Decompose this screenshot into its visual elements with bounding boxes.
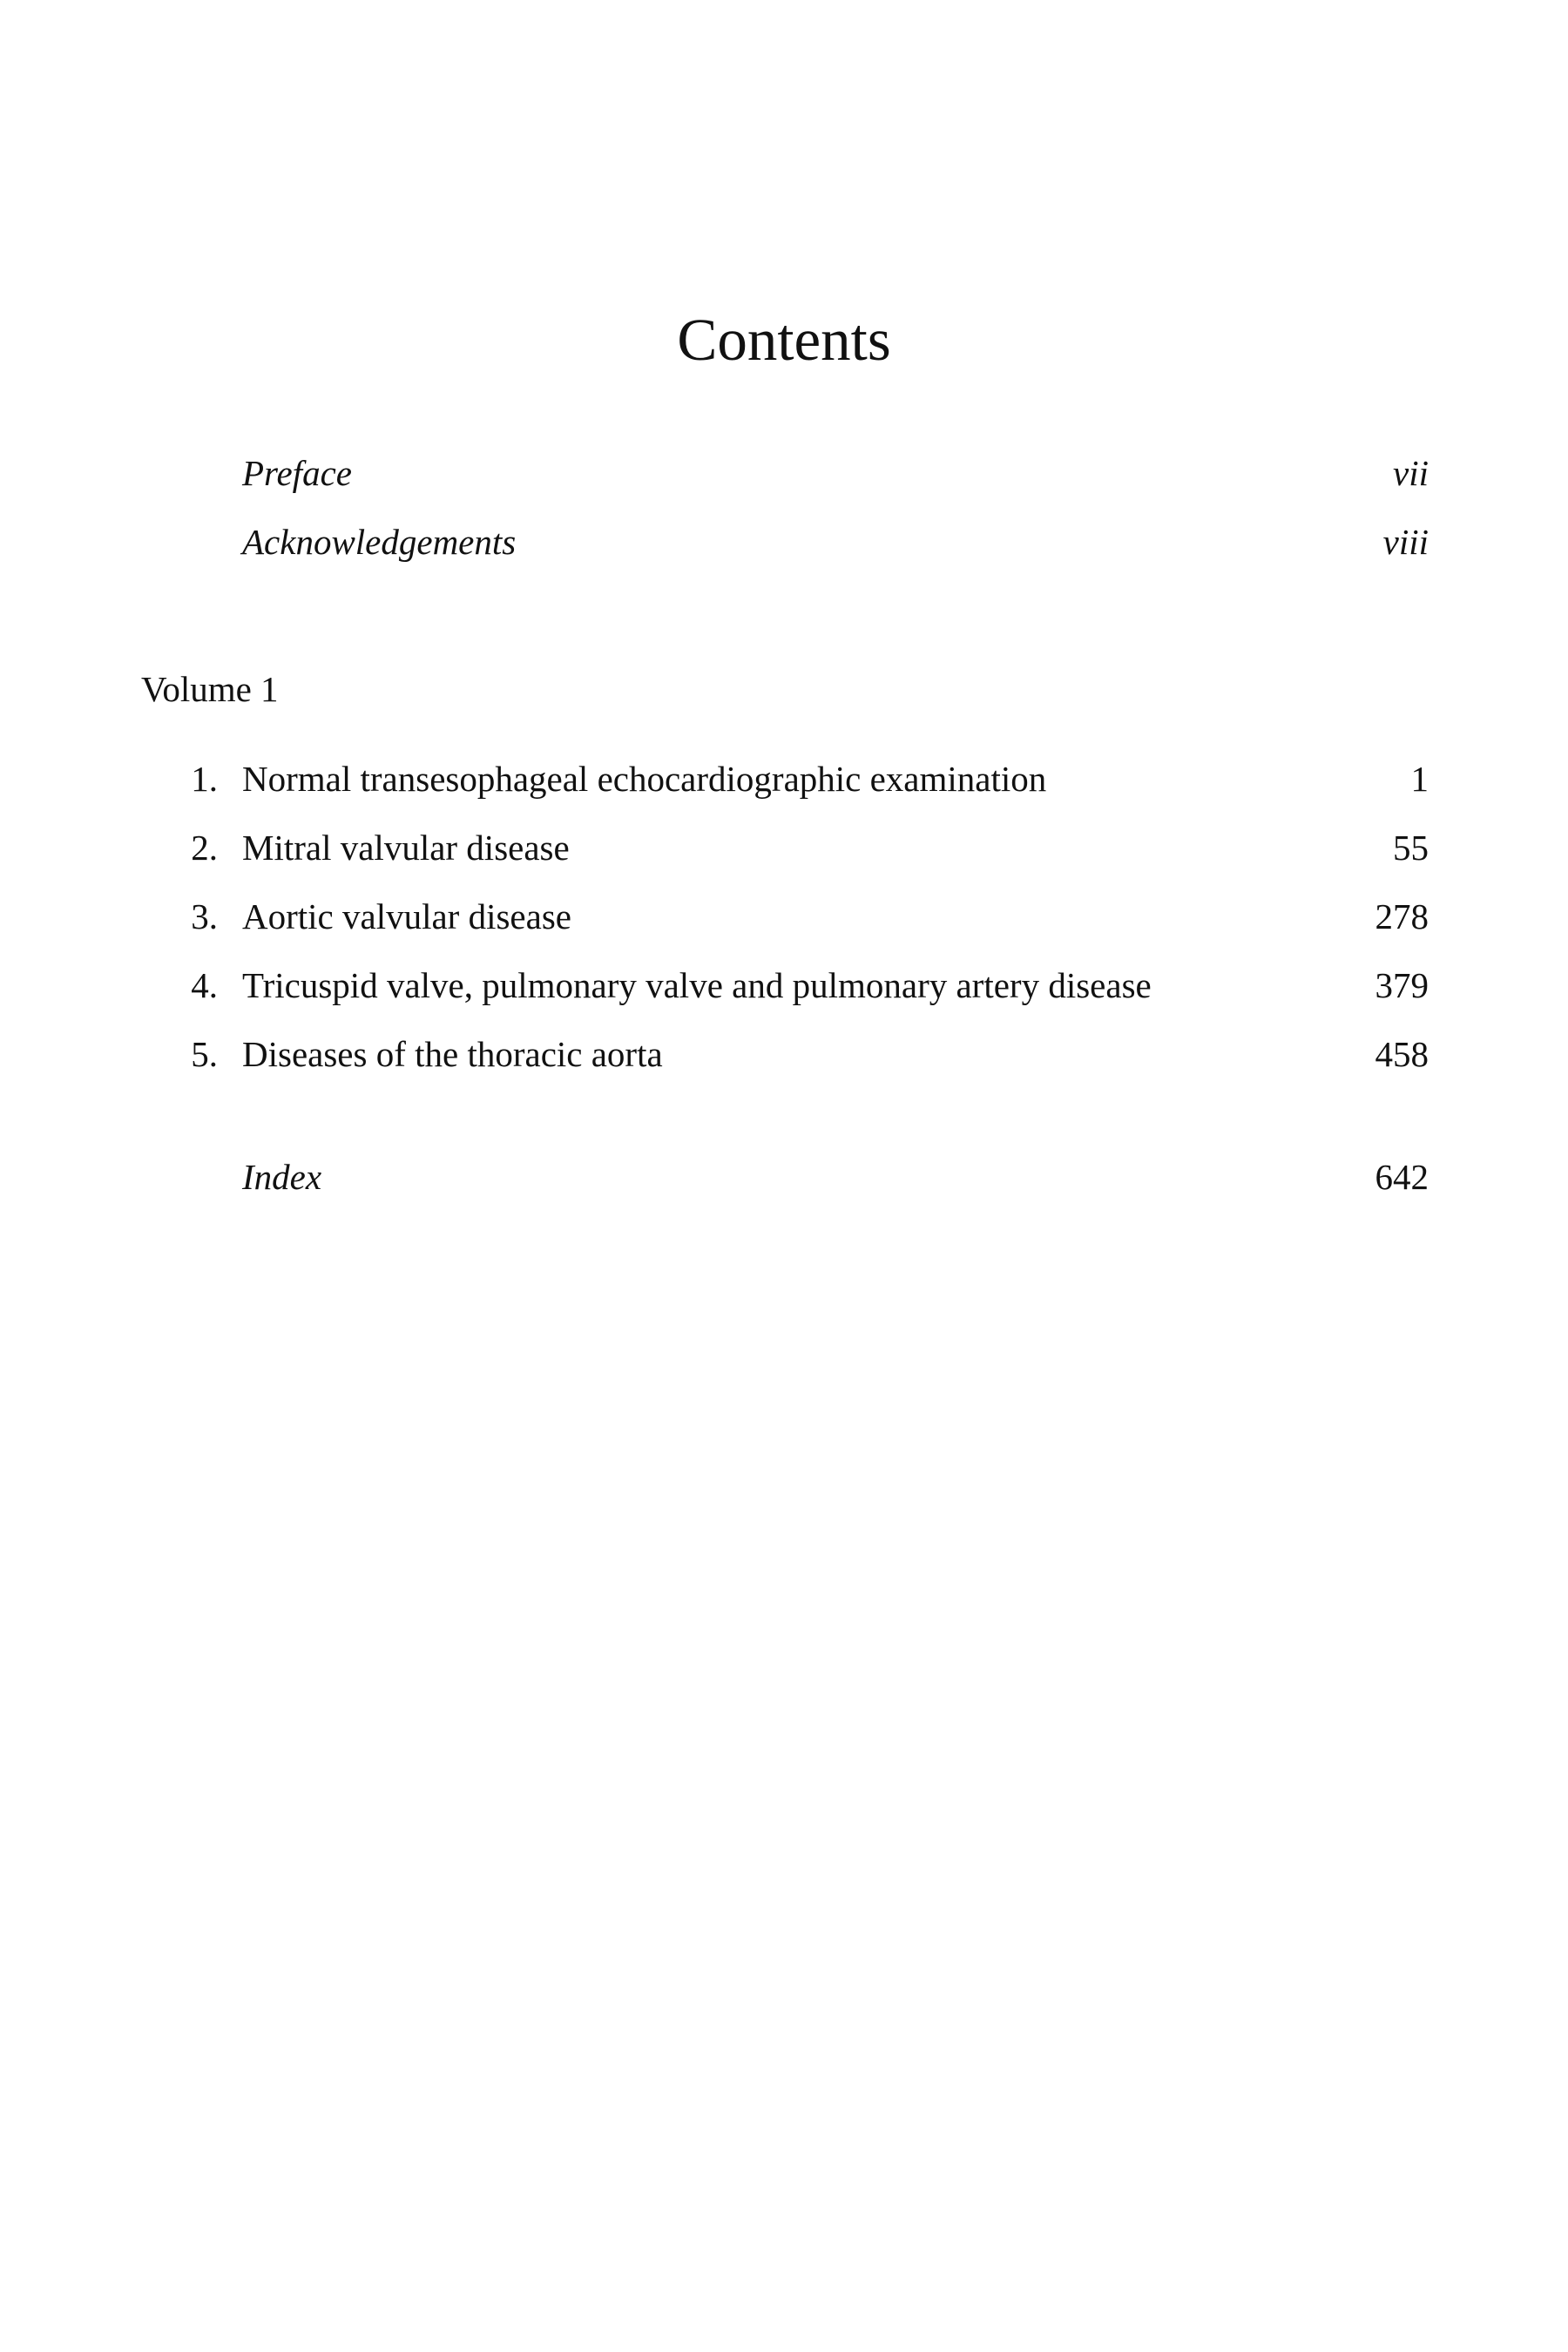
toc-entry-index-page: 642 [1375,1157,1429,1197]
toc-entry-acknowledgements-title: Acknowledgements [242,522,517,562]
chapter-title: Diseases of the thoracic aorta [242,1034,663,1074]
volume-heading: Volume 1 [141,669,279,709]
page-title: Contents [677,307,891,373]
chapter-page: 458 [1375,1034,1429,1074]
chapter-title: Normal transesophageal echocardiographic examination [242,759,1047,799]
toc-entry-index-title: Index [242,1157,322,1197]
chapter-number: 2. [191,828,218,868]
chapter-page: 55 [1393,828,1429,868]
toc-entry-preface-page: vii [1393,453,1429,493]
chapter-title: Aortic valvular disease [242,896,571,936]
toc-entry-preface-title: Preface [242,453,352,493]
chapter-title: Tricuspid valve, pulmonary valve and pulmonary artery disease [242,965,1152,1005]
chapter-page: 278 [1375,896,1429,936]
chapter-number: 5. [191,1034,218,1074]
chapter-number: 1. [191,759,218,799]
chapter-page: 1 [1410,759,1429,799]
toc-entry-acknowledgements-page: viii [1382,522,1429,562]
chapter-title: Mitral valvular disease [242,828,570,868]
chapter-page: 379 [1375,965,1429,1005]
chapter-number: 3. [191,896,218,936]
chapter-number: 4. [191,965,218,1005]
